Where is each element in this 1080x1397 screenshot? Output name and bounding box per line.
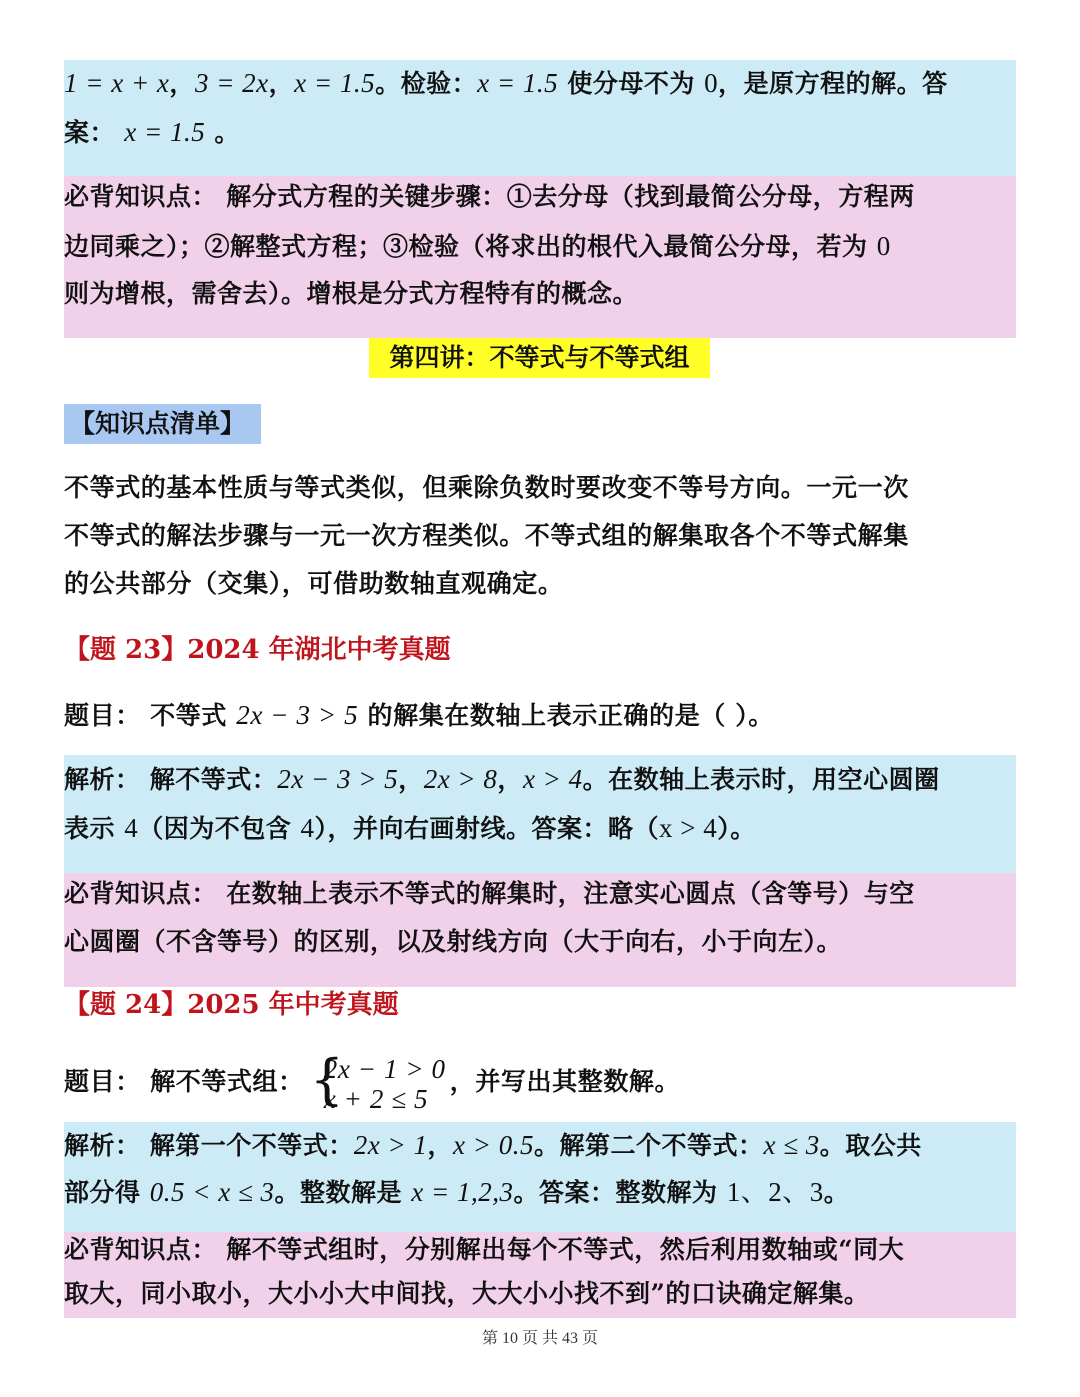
equation: 3 = 2x (194, 68, 269, 98)
knowledge-line-2: 心圆圈（不含等号）的区别，以及射线方向（大于向右，小于向左）。 (64, 927, 843, 956)
analysis-line-2: 表示 4（因为不包含 4），并向右画射线。答案：略（x > 4）。 (64, 813, 756, 843)
solution-line-1: 1 = x + x，3 = 2x，x = 1.5。检验：x = 1.5 使分母不为 0，是原方程的解。答 (64, 68, 948, 98)
lecture-title: 第四讲：不等式与不等式组 (369, 338, 710, 378)
equation: x = 1.5 (477, 68, 559, 98)
knowledge-line-1: 必背知识点： 解不等式组时，分别解出每个不等式，然后利用数轴或“同大 (64, 1235, 905, 1264)
equation: x > 0.5 (452, 1130, 534, 1160)
equation: 2x > 1 (353, 1130, 428, 1160)
analysis-line-1: 解析： 解不等式：2x − 3 > 5，2x > 8，x > 4。在数轴上表示时，用空心圆圈 (64, 764, 940, 794)
equation: x = 1,2,3 (411, 1177, 514, 1207)
equation: x > 4 (522, 764, 583, 794)
equation: x ≤ 3 (763, 1130, 820, 1160)
knowledge-label: 必背知识点： (64, 182, 218, 211)
knowledge-line-1: 必背知识点： 在数轴上表示不等式的解集时，注意实心圆点（含等号）与空 (64, 879, 915, 908)
equation: 2x − 3 > 5 (236, 700, 359, 730)
question-23-knowledge-box (64, 873, 1016, 987)
intro-line-1: 不等式的基本性质与等式类似，但乘除负数时要改变不等号方向。一元一次 (64, 473, 909, 502)
analysis-line-2: 部分得 0.5 < x ≤ 3。整数解是 x = 1,2,3。答案：整数解为 1、2、3。 (64, 1177, 850, 1207)
knowledge-line-3: 则为增根，需舍去）。增根是分式方程特有的概念。 (64, 279, 639, 308)
question-24-text: 题目： 解不等式组： { 2x − 1 > 0 x + 2 ≤ 5 ，并写出其整数解。 (64, 1047, 681, 1114)
knowledge-line-2: 取大，同小取小，大小小大中间找，大大小小找不到”的口诀确定解集。 (64, 1279, 870, 1308)
knowledge-point-box (64, 176, 1016, 338)
equation: 1 = x + x (64, 68, 170, 98)
question-23-text: 题目： 不等式 2x − 3 > 5 的解集在数轴上表示正确的是（ ）。 (64, 700, 774, 730)
question-24-knowledge-box (64, 1232, 1016, 1318)
intro-line-2: 不等式的解法步骤与一元一次方程类似。不等式组的解集取各个不等式解集 (64, 521, 909, 550)
solution-line-2: 案： x = 1.5 。 (64, 117, 240, 147)
intro-line-3: 的公共部分（交集），可借助数轴直观确定。 (64, 569, 564, 598)
page-number: 第 10 页 共 43 页 (481, 1330, 598, 1347)
equation: x = 1.5 (124, 117, 206, 147)
question-23-heading: 【题 23】2024 年湖北中考真题 (64, 635, 451, 665)
inequality-system: { 2x − 1 > 0 x + 2 ≤ 5 (309, 1047, 446, 1114)
solution-continuation-box (64, 60, 1016, 176)
equation: 2x − 3 > 5 (277, 764, 399, 794)
question-24-analysis-box (64, 1122, 1016, 1232)
question-23-analysis-box (64, 755, 1016, 873)
knowledge-line-2: 边同乘之）；②解整式方程；③检验（将求出的根代入最简公分母，若为 0 (64, 231, 891, 261)
section-tag: 【知识点清单】 (64, 404, 261, 444)
knowledge-line-1: 必背知识点： 解分式方程的关键步骤：①去分母（找到最简公分母，方程两 (64, 182, 915, 211)
analysis-line-1: 解析： 解第一个不等式：2x > 1，x > 0.5。解第二个不等式：x ≤ 3。取公共 (64, 1130, 922, 1160)
brace-icon: { (309, 1047, 345, 1111)
equation: x = 1.5 (294, 68, 376, 98)
equation: 2x > 8 (423, 764, 498, 794)
equation: 0.5 < x ≤ 3 (149, 1177, 275, 1207)
question-24-heading: 【题 24】2025 年中考真题 (64, 990, 399, 1020)
